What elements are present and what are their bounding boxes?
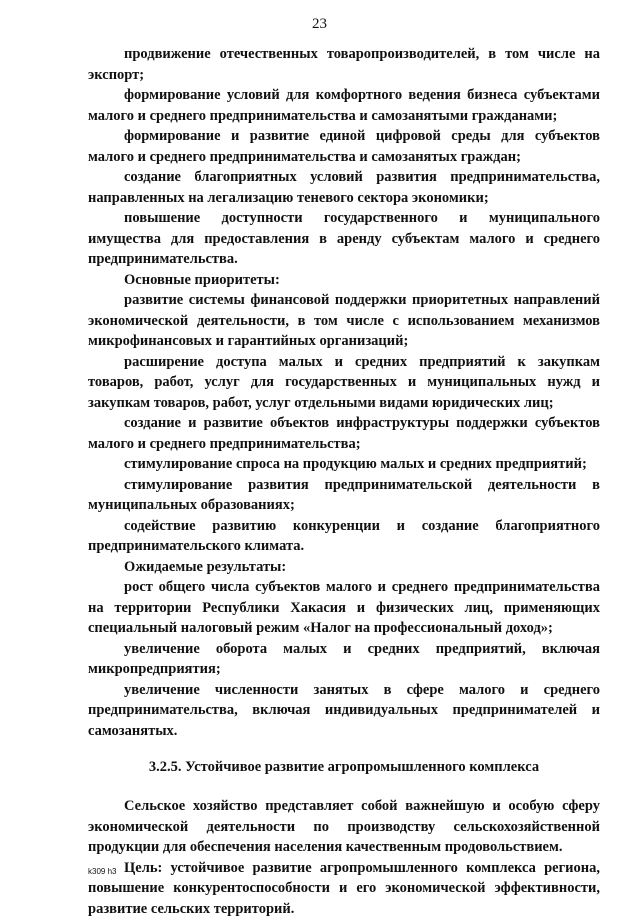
paragraph: Цель: устойчивое развитие агропромышленного комплекса региона, повышение конкурентоспособности и его экономической эффективности, развитие сельских территорий. (88, 858, 600, 919)
page-number: 23 (0, 16, 639, 33)
paragraph: содействие развитию конкуренции и создание благоприятного предпринимательского климата. (88, 516, 600, 557)
paragraph: Основные приоритеты: (88, 270, 600, 291)
paragraph: повышение доступности государственного и муниципального имущества для предоставления в аренду субъектам малого и среднего предпринимательства. (88, 208, 600, 270)
paragraph: стимулирование спроса на продукцию малых и средних предприятий; (88, 454, 600, 475)
paragraph: создание и развитие объектов инфраструктуры поддержки субъектов малого и среднего предпринимательства; (88, 413, 600, 454)
footer-code: k309 h3 (88, 867, 116, 876)
paragraph-group-top (88, 44, 600, 741)
paragraph: продвижение отечественных товаропроизводителей, в том числе на экспорт; (88, 44, 600, 85)
paragraph: стимулирование развития предпринимательской деятельности в муниципальных образованиях; (88, 475, 600, 516)
paragraph: рост общего числа субъектов малого и среднего предпринимательства на территории Республики Хакасия и физических лиц, применяющих специальный налоговый режим «Налог на профессиональный доход»; (88, 577, 600, 639)
section-heading: 3.2.5. Устойчивое развитие агропромышленного комплекса (88, 759, 600, 776)
paragraph: Сельское хозяйство представляет собой важнейшую и особую сферу экономической деятельности по производству сельскохозяйственной продукции для обеспечения населения качественным продовольствием. (88, 796, 600, 858)
paragraph: создание благоприятных условий развития предпринимательства, направленных на легализацию теневого сектора экономики; (88, 167, 600, 208)
paragraph: формирование и развитие единой цифровой среды для субъектов малого и среднего предпринимательства и самозанятых граждан; (88, 126, 600, 167)
paragraph-group-bottom (88, 796, 600, 919)
paragraph: увеличение численности занятых в сфере малого и среднего предпринимательства, включая индивидуальных предпринимателей и самозанятых. (88, 680, 600, 742)
paragraph: формирование условий для комфортного ведения бизнеса субъектами малого и среднего предпринимательства и самозанятыми гражданами; (88, 85, 600, 126)
document-body (88, 44, 600, 919)
paragraph: расширение доступа малых и средних предприятий к закупкам товаров, работ, услуг для государственных и муниципальных нужд и закупкам товаров, работ, услуг отдельными видами юридических лиц; (88, 352, 600, 414)
paragraph: развитие системы финансовой поддержки приоритетных направлений экономической деятельности, в том числе с использованием механизмов микрофинансовых и гарантийных организаций; (88, 290, 600, 352)
paragraph: Ожидаемые результаты: (88, 557, 600, 578)
paragraph: увеличение оборота малых и средних предприятий, включая микропредприятия; (88, 639, 600, 680)
